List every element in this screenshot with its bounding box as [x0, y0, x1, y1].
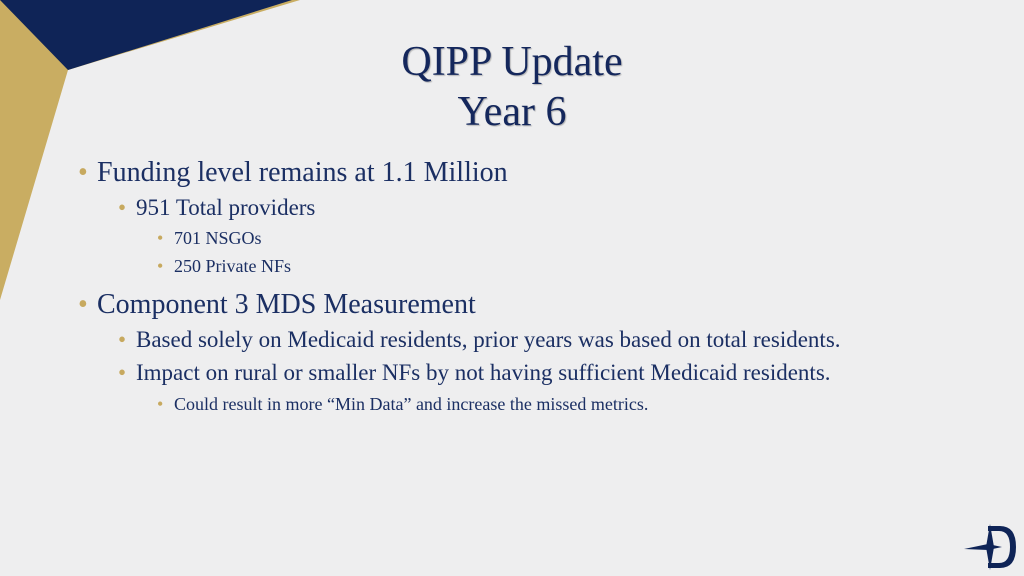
slide-title-line-2: Year 6 [457, 89, 567, 135]
bullet-text: 701 NSGOs [174, 228, 262, 248]
bullet-text: Impact on rural or smaller NFs by not having sufficient Medicaid residents. [136, 360, 831, 385]
bullet-item [118, 360, 831, 386]
bullet-text: Could result in more “Min Data” and increase the missed metrics. [174, 394, 649, 414]
slide-title-line-1: QIPP Update [401, 39, 623, 85]
bullet-dot-icon: • [157, 228, 164, 248]
bullet-item [78, 157, 508, 189]
bullet-dot-icon: • [118, 195, 127, 220]
bullet-text: Funding level remains at 1.1 Million [97, 157, 508, 188]
bullet-text: 250 Private NFs [174, 256, 291, 276]
bullet-text: Component 3 MDS Measurement [97, 289, 476, 320]
bullet-item [118, 195, 316, 221]
bullet-dot-icon: • [118, 327, 127, 352]
bullet-dot-icon: • [157, 394, 164, 414]
bullet-dot-icon: • [118, 360, 127, 385]
bullet-item [118, 327, 841, 353]
bullet-text: 951 Total providers [136, 195, 316, 220]
bullet-text: Based solely on Medicaid residents, prior years was based on total residents. [136, 327, 841, 352]
bullet-item [78, 289, 476, 321]
bullet-item [157, 228, 262, 249]
bullet-dot-icon: • [157, 256, 164, 276]
bullet-dot-icon: • [78, 157, 88, 188]
bullet-item [157, 394, 649, 415]
compass-arrow-logo-icon [962, 522, 1018, 572]
bullet-dot-icon: • [78, 289, 88, 320]
bullet-item [157, 256, 291, 277]
